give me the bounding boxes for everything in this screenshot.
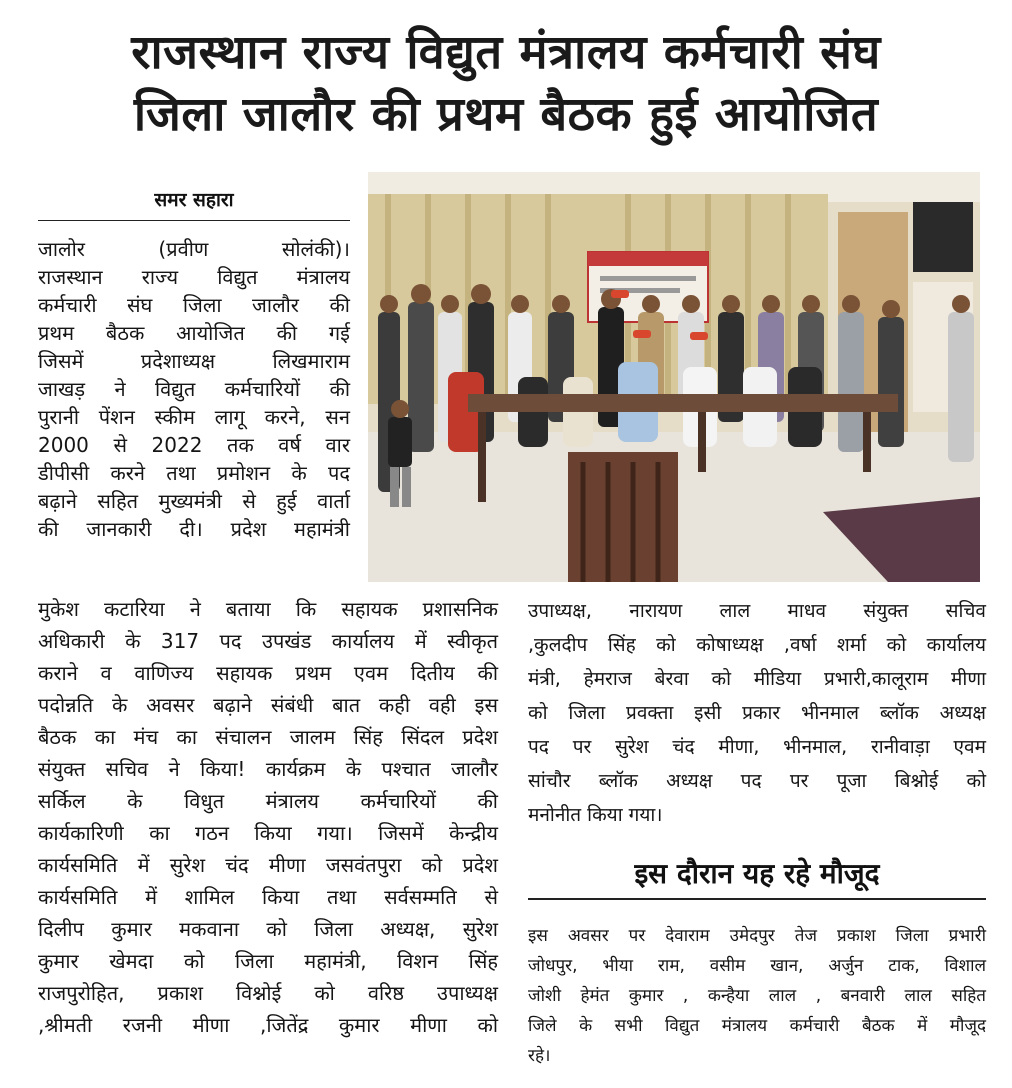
text-line: को जिला प्रवक्ता इसी प्रकार भीनमाल ब्लॉक अध्यक्ष	[528, 702, 986, 724]
text-line: दिलीप कुमार मकवाना को जिला अध्यक्ष, सुरेश	[38, 917, 498, 941]
text-line: संयुक्त सचिव ने किया! कार्यक्रम के पश्चात जालौर	[38, 757, 498, 781]
text-line: कार्यसमिति में शामिल किया तथा सर्वसम्मति से	[38, 885, 498, 909]
text-line: मंत्री, हेमराज बेरवा को मीडिया प्रभारी,कालूराम मीणा	[528, 668, 986, 690]
text-line: पुरानी पेंशन स्कीम लागू करने, सन	[38, 405, 350, 429]
text-line: डीपीसी करने तथा प्रमोशन के पद	[38, 461, 350, 485]
text-line: सांचौर ब्लॉक अध्यक्ष पद पर पूजा बिश्नोई को	[528, 770, 986, 792]
text-line: राजपुरोहित, प्रकाश विश्नोई को वरिष्ठ उपाध्यक्ष	[38, 981, 498, 1005]
text-line: ,श्रीमती रजनी मीणा ,जितेंद्र कुमार मीणा को	[38, 1013, 498, 1037]
byline: समर सहारा	[154, 189, 234, 211]
text-line: कार्यसमिति में सुरेश चंद मीणा जसवंतपुरा को प्रदेश	[38, 853, 498, 877]
text-line: कर्मचारी संघ जिला जालौर की	[38, 293, 350, 317]
text-line: ,कुलदीप सिंह को कोषाध्यक्ष ,वर्षा शर्मा को कार्यालय	[528, 634, 986, 656]
text-line: बैठक का मंच का संचालन जालम सिंह सिंदल प्रदेश	[38, 725, 498, 749]
text-line: राजस्थान राज्य विद्युत मंत्रालय	[38, 265, 350, 289]
meeting-photo	[368, 172, 980, 582]
text-line: मुकेश कटारिया ने बताया कि सहायक प्रशासनिक	[38, 597, 498, 621]
section-subhead: इस दौरान यह रहे मौजूद	[634, 857, 880, 890]
headline	[18, 22, 994, 146]
byline-divider	[38, 220, 350, 221]
text-line: सर्किल के विधुत मंत्रालय कर्मचारियों की	[38, 789, 498, 813]
text-line: रहे।	[528, 1046, 551, 1066]
text-line: बढ़ाने सहित मुख्यमंत्री से हुई वार्ता	[38, 489, 350, 513]
text-line: मनोनीत किया गया।	[528, 804, 663, 826]
text-line: पद पर सुरेश चंद मीणा, भीनमाल, रानीवाड़ा एवम	[528, 736, 986, 758]
text-line: जालोर (प्रवीण सोलंकी)।	[38, 237, 350, 261]
text-line: जिले के सभी विद्युत मंत्रालय कर्मचारी बैठक में मौजूद	[528, 1016, 986, 1036]
text-line: प्रथम बैठक आयोजित की गई	[38, 321, 350, 345]
headline-line-2: जिला जालौर की प्रथम बैठक हुई आयोजित	[133, 87, 879, 142]
text-line: जोधपुर, भीया राम, वसीम खान, अर्जुन टाक, विशाल	[528, 956, 986, 976]
text-line: इस अवसर पर देवाराम उमेदपुर तेज प्रकाश जिला प्रभारी	[528, 926, 986, 946]
text-line: जिसमें प्रदेशाध्यक्ष लिखमाराम	[38, 349, 350, 373]
headline-line-1: राजस्थान राज्य विद्युत मंत्रालय कर्मचारी संघ	[131, 25, 881, 80]
text-line: की जानकारी दी। प्रदेश महामंत्री	[38, 517, 350, 541]
text-line: अधिकारी के 317 पद उपखंड कार्यालय में स्वीकृत	[38, 629, 498, 653]
text-line: जाखड़ ने विद्युत कर्मचारियों की	[38, 377, 350, 401]
text-line: पदोन्नति के अवसर बढ़ाने संबंधी बात कही वही इस	[38, 693, 498, 717]
text-line: कार्यकारिणी का गठन किया गया। जिसमें केन्द्रीय	[38, 821, 498, 845]
subhead-divider	[528, 898, 986, 900]
text-line: कराने व वाणिज्य सहायक प्रथम एवम दितीय की	[38, 661, 498, 685]
text-line: कुमार खेमदा को जिला महामंत्री, विशन सिंह	[38, 949, 498, 973]
text-line: 2000 से 2022 तक वर्ष वार	[38, 433, 350, 457]
text-line: उपाध्यक्ष, नारायण लाल माधव संयुक्त सचिव	[528, 600, 986, 622]
text-line: जोशी हेमंत कुमार , कन्हैया लाल , बनवारी लाल सहित	[528, 986, 986, 1006]
